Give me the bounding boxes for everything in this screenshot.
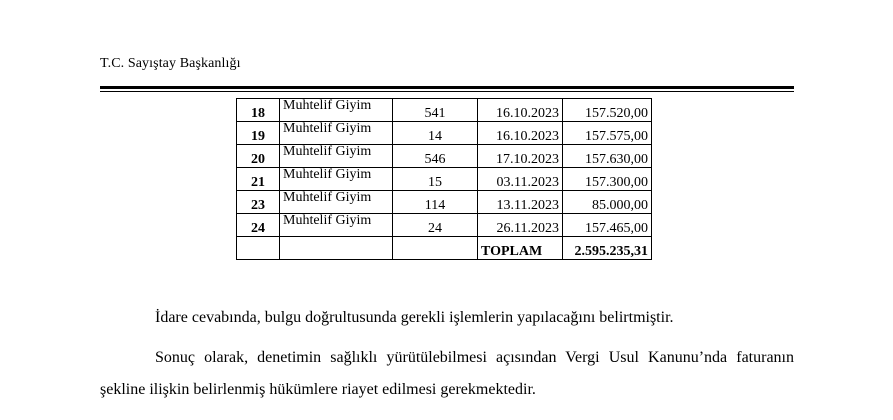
row-number: 20 [237, 145, 280, 168]
table-row [237, 191, 652, 214]
invoice-date: 13.11.2023 [478, 191, 563, 214]
invoice-date: 16.10.2023 [478, 99, 563, 122]
invoice-table [236, 98, 652, 260]
table-row [237, 214, 652, 237]
item-name: Muhtelif Giyim [280, 145, 393, 168]
invoice-date: 16.10.2023 [478, 122, 563, 145]
total-row [237, 237, 652, 260]
invoice-amount: 85.000,00 [563, 191, 652, 214]
invoice-date: 17.10.2023 [478, 145, 563, 168]
total-label: TOPLAM [478, 237, 563, 260]
empty-cell [237, 237, 280, 260]
paragraph-conclusion: Sonuç olarak, denetimin sağlıklı yürütülebilmesi açısından Vergi Usul Kanunu’nda faturanın şekline ilişkin belirlenmiş hükümlere riayet edilmesi gerekmektedir. [100, 349, 794, 398]
table-row [237, 168, 652, 191]
header-rule-thick [100, 86, 794, 89]
invoice-amount: 157.575,00 [563, 122, 652, 145]
item-name: Muhtelif Giyim [280, 122, 393, 145]
item-name: Muhtelif Giyim [280, 99, 393, 122]
row-number: 21 [237, 168, 280, 191]
header-rule-thin [100, 91, 794, 92]
invoice-amount: 157.465,00 [563, 214, 652, 237]
table-row [237, 99, 652, 122]
row-number: 24 [237, 214, 280, 237]
invoice-date: 03.11.2023 [478, 168, 563, 191]
invoice-amount: 157.300,00 [563, 168, 652, 191]
table-row [237, 145, 652, 168]
item-quantity: 15 [393, 168, 478, 191]
item-name: Muhtelif Giyim [280, 191, 393, 214]
paragraph-response: İdare cevabında, bulgu doğrultusunda gerekli işlemlerin yapılacağını belirtmiştir. [155, 309, 674, 326]
table-row [237, 122, 652, 145]
empty-cell [393, 237, 478, 260]
item-quantity: 546 [393, 145, 478, 168]
item-name: Muhtelif Giyim [280, 168, 393, 191]
total-value: 2.595.235,31 [563, 237, 652, 260]
item-quantity: 24 [393, 214, 478, 237]
invoice-date: 26.11.2023 [478, 214, 563, 237]
invoice-amount: 157.630,00 [563, 145, 652, 168]
page-header-title: T.C. Sayıştay Başkanlığı [100, 56, 241, 71]
item-quantity: 114 [393, 191, 478, 214]
item-quantity: 14 [393, 122, 478, 145]
item-quantity: 541 [393, 99, 478, 122]
row-number: 19 [237, 122, 280, 145]
item-name: Muhtelif Giyim [280, 214, 393, 237]
row-number: 18 [237, 99, 280, 122]
empty-cell [280, 237, 393, 260]
row-number: 23 [237, 191, 280, 214]
invoice-amount: 157.520,00 [563, 99, 652, 122]
